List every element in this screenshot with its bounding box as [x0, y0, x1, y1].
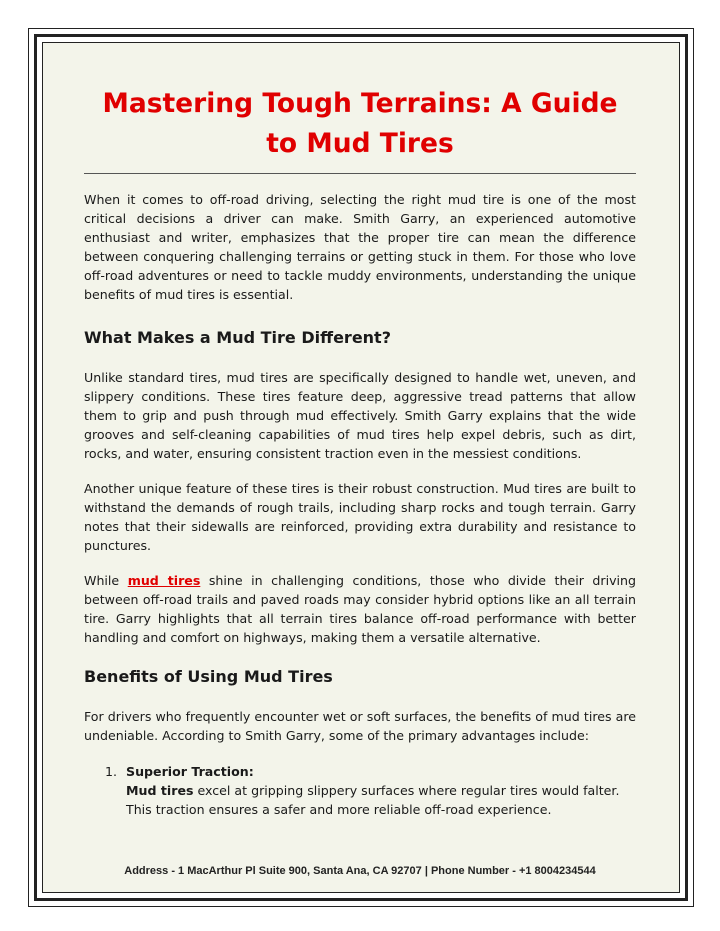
footer-contact: Address - 1 MacArthur Pl Suite 900, Santa Ana, CA 92707 | Phone Number - +1 8004234544	[124, 865, 596, 877]
intro-paragraph: When it comes to off-road driving, selecting the right mud tire is one of the most critical decisions a driver can make. Smith Garry, an experienced automotive enthusiast and writer, emphasizes that the proper tire can mean the difference between conquering challenging terrains or getting stuck in them. For those who love off-road adventures or need to tackle muddy environments, understanding the unique benefits of mud tires is essential.	[84, 192, 636, 302]
list-item-bold-lead: Mud tires	[126, 783, 194, 798]
section1-paragraph-3-end: shine in challenging conditions, those who divide their driving between off-road trails and paved roads may consider hybrid options like an all terrain tire. Garry highlights that all terrain tires balance off-road performance with better handling and comfort on highways, making them a versatile alternative.	[84, 573, 637, 645]
page-title: Mastering Tough Terrains: A Guide to Mud Tires	[102, 88, 618, 159]
section2-paragraph-1: For drivers who frequently encounter wet or soft surfaces, the benefits of mud tires are undeniable. According to Smith Garry, some of the primary advantages include:	[84, 709, 636, 743]
benefits-list	[84, 762, 636, 819]
document-body	[84, 84, 636, 819]
mud-tires-link[interactable]: mud tires	[127, 573, 201, 588]
list-item	[84, 762, 636, 819]
section-heading-mud-tire-different: What Makes a Mud Tire Different?	[84, 328, 391, 347]
section1-paragraph-3	[84, 571, 636, 647]
list-item-number: 1.	[105, 764, 118, 779]
list-item-body	[126, 781, 636, 819]
list-item-text: excel at gripping slippery surfaces where regular tires would falter. This traction ensures a safer and more reliable off-road experience.	[126, 783, 620, 817]
section-heading-benefits: Benefits of Using Mud Tires	[84, 667, 333, 686]
section1-paragraph-3-start: While	[84, 573, 128, 588]
list-item-title: Superior Traction:	[126, 764, 254, 779]
section1-paragraph-2: Another unique feature of these tires is their robust construction. Mud tires are built to withstand the demands of rough trails, including sharp rocks and tough terrain. Garry notes that their sidewalls are reinforced, providing extra durability and resistance to punctures.	[84, 481, 636, 553]
section1-paragraph-1: Unlike standard tires, mud tires are specifically designed to handle wet, uneven, and slippery conditions. These tires feature deep, aggressive tread patterns that allow them to grip and push through mud effectively. Smith Garry explains that the wide grooves and self-cleaning capabilities of mud tires help expel debris, such as dirt, rocks, and water, ensuring consistent traction even in the messiest conditions.	[84, 370, 636, 461]
title-divider	[84, 173, 636, 174]
